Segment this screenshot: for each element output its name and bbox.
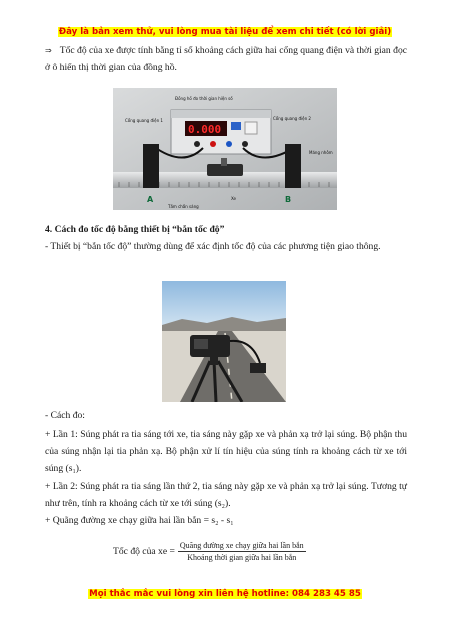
label-point-a: A bbox=[147, 195, 154, 204]
speed-gun-image bbox=[162, 281, 286, 402]
formula-numerator: Quãng đường xe chạy giữa hai lần bắn bbox=[179, 541, 304, 550]
formula-fraction bbox=[178, 541, 306, 562]
formula-lhs: Tốc độ của xe = bbox=[113, 546, 175, 557]
label-rail: Máng nhôm bbox=[309, 150, 333, 155]
speed-formula bbox=[113, 541, 306, 562]
intro-text: Tốc độ của xe được tính bằng tỉ số khoảng cách giữa hai cổng quang điện và thời gian đọc ở ô hiển thị thời gian của đồng hồ. bbox=[45, 45, 407, 73]
preview-banner-text: Đây là bản xem thử, vui lòng mua tài liệu để xem chi tiết (có lời giải) bbox=[58, 27, 392, 37]
section-heading: 4. Cách đo tốc độ bằng thiết bị “bắn tốc độ” bbox=[45, 224, 225, 235]
method-title: - Cách đo: bbox=[45, 410, 85, 421]
method-step-1: + Lần 1: Súng phát ra tia sáng tới xe, tia sáng này gặp xe và phản xạ trở lại súng. Bộ phận thu của súng nhận lại tia phản xạ. Bộ phận xử lí tín hiệu của súng tính ra khoảng cách từ xe tới súng (s₁). bbox=[45, 429, 407, 474]
preview-banner bbox=[0, 27, 450, 37]
photogate-apparatus-image bbox=[113, 88, 337, 210]
method-step-2: + Lần 2: Súng phát ra tia sáng lần thứ 2, tia sáng này gặp xe và phản xạ trở lại súng. Tương tự như trên, tính ra khoảng cách từ xe tới súng (s₂). bbox=[45, 481, 407, 509]
hotline-banner-text: Mọi thắc mắc vui lòng xin liên hệ hotline: 084 283 45 85 bbox=[89, 589, 361, 599]
label-point-b: B bbox=[285, 195, 292, 204]
label-clock: Đồng hồ đo thời gian hiện số bbox=[175, 96, 233, 101]
hotline-banner bbox=[0, 589, 450, 599]
implies-arrow-icon: ⇒ bbox=[45, 46, 52, 55]
label-gate2: Cổng quang điện 2 bbox=[273, 116, 311, 121]
method-step-3: + Quãng đường xe chạy giữa hai lần bắn = s₂ - s₁ bbox=[45, 515, 234, 526]
formula-denominator: Khoảng thời gian giữa hai lần bắn bbox=[187, 553, 297, 562]
section-description: - Thiết bị “bắn tốc độ” thường dùng để xác định tốc độ của các phương tiện giao thông. bbox=[45, 241, 381, 252]
intro-paragraph bbox=[45, 42, 407, 76]
label-cart: Xe bbox=[231, 196, 237, 201]
clock-digital-readout: 0.000 bbox=[188, 123, 222, 136]
label-gate1: Cổng quang điện 1 bbox=[125, 118, 163, 123]
label-light-shield: Tấm chắn sáng bbox=[168, 204, 199, 209]
